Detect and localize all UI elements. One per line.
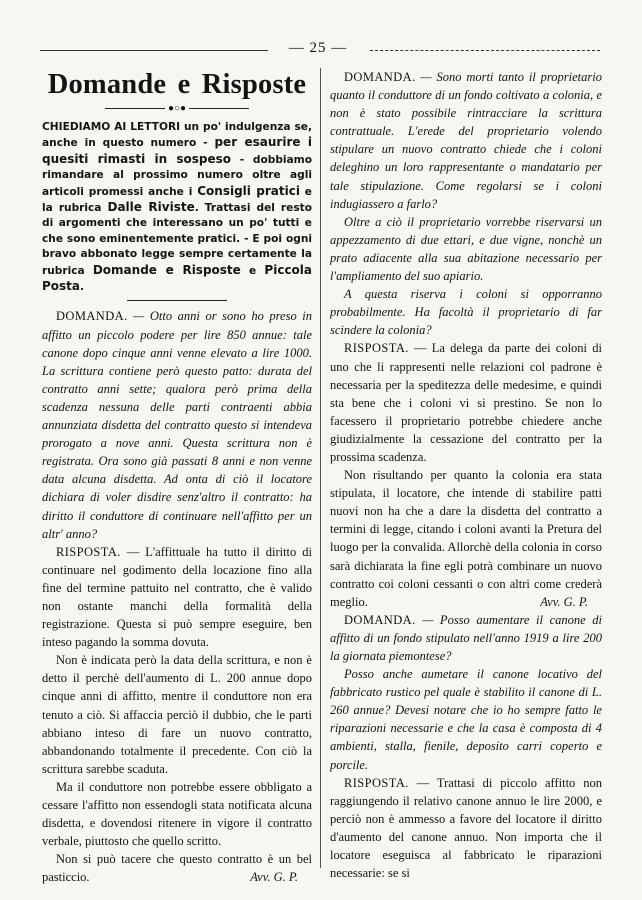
editorial-notice: CHIEDIAMO AI LETTORI un po' indulgenza se, anche in questo numero - per esaurire i quesiti rimasti in sospeso - dobbiamo rimandare al prossimo numero oltre agli articoli promessi anche i Consigli pratici e la rubrica Dalle Riviste. Trattasi del resto di argomenti che interessano un po' tutti e che sono eminentemente pratici. - E poi ogni bravo abbonato legge sempre certamente la rubrica Domande e Risposte e Piccola Posta. — [42, 121, 313, 294]
page-title: Domande e Risposte — [47, 69, 307, 100]
notice-rule — [127, 300, 227, 301]
answer-1-signature: Avv. G. P. — [250, 870, 298, 885]
header-rule-right — [370, 50, 600, 51]
title-ornament: ●○● — [42, 102, 312, 116]
question-2: DOMANDA. — Sono morti tanto il proprietario quanto il conduttore di un fondo coltivato a colonia, e non è stato possibile rintracciare la scrittura contrattuale. L'erede del proprietario volendo stipulare un nuovo contratto chiede che i coloni deleghino un loro rappresentante o mandatario per tale stipulazione. Come regolarsi se i coloni indugiassero a farlo? — [330, 70, 602, 211]
column-divider — [320, 68, 321, 868]
question-3-paragraph-2: Posso anche aumetare il canone locativo del fabbricato rustico pel quale è stabilito il canone di L. 260 annue? Devesi notare che io ho sempre fatto le riparazioni necessarie e che la casa è composta di 4 ambienti, stalla, fienile, deposito carri coperto e porcile. — [330, 667, 602, 772]
answer-2-signature: Avv. G. P. — [540, 594, 588, 609]
answer-1-paragraph-2: Non è indicata però la data della scrittura, e non è detto il perchè dell'aumento di L. 200 annue dopo cinque anni di affitto, mentre il conduttore non era tenuto a ciò. Si affaccia perciò il dubbio, che le parti abbiano inteso di fare un nuovo contratto, abbandonando totalmente il precedente. Con ciò la scrittura sarebbe scaduta. — [42, 653, 312, 776]
left-column — [42, 68, 312, 886]
page-number: — 25 — — [288, 40, 348, 56]
question-2-paragraph-3: A questa riserva i coloni si opporranno probabilmente. Ha facoltà il proprietario di far scindere la colonia? — [330, 287, 602, 338]
answer-3: RISPOSTA. — Trattasi di piccolo affitto non raggiungendo il relativo canone annuo le lire 2000, e perciò non è ammesso a favore del locatore il diritto d'aumento del canone annuo. Non importa che il locatore eseguisca al fabbricato le riparazioni necessarie: se si — [330, 775, 602, 881]
question-2-paragraph-2: Oltre a ciò il proprietario vorrebbe riservarsi un appezzamento di due ettari, e due vigne, nonchè un prato adiacente alla sua abitazione necessario per l'ampliamento del suo apiario. — [330, 214, 602, 284]
answer-2: RISPOSTA. — La delega da parte dei coloni di uno che li rappresenti nelle relazioni col padrone è necessaria per la speditezza delle medesime, e quindi sta bene che i coloni vi si prestino. Se non lo facessero il proprietario potrebbe chiedere anche giudizialmente la cessazione del contratto per la prossima scadenza. — [330, 341, 602, 464]
answer-1-paragraph-4: Non si può tacere che questo contratto è un bel pasticcio. Avv. G. P. — [42, 850, 312, 886]
answer-2-paragraph-2: Non risultando per quanto la colonia era stata stipulata, il locatore, che intende di stabilire patti nuovi non ha che a dare la disdetta del contratto a termini di legge, citando i coloni avanti la Pretura del luogo per la convalida. Allorchè della colonia in corso sarà dichiarata la fine egli potrà combinare un nuovo contratto coi coloni cessanti o con altri come crederà meglio. Avv. G. P. — [330, 466, 602, 611]
header-rule-left — [40, 50, 268, 51]
question-3: DOMANDA. — Posso aumentare il canone di affitto di un fondo stipulato nell'anno 1919 a lire 200 la giornata piemontese? — [330, 612, 602, 663]
answer-1-paragraph-3: Ma il conduttore non potrebbe essere obbligato a cessare l'affitto non essendogli stata notificata alcuna disdetta, e dovendosi ritenere in vigore il contratto verbale, piuttosto che quello scritto. — [42, 779, 312, 849]
right-column — [330, 68, 602, 882]
answer-1: RISPOSTA. — L'affittuale ha tutto il diritto di continuare nel godimento della locazione fino alla fine del termine pattuito nel contratto, che è valido non ostante manchi della formalità della registrazione. Questa si può sempre eseguire, ben inteso pagando la somma dovuta. — [42, 544, 312, 650]
question-1: DOMANDA. — Otto anni or sono ho preso in affitto un piccolo podere per lire 850 annue: tale canone dopo cinque anni venne elevato a lire 1000. La scrittura contiene però questo patto: durata del contratto anni sette; qualora però prima della scadenza nessuna delle parti contraenti abbia annunziata disdetta del contratto questo si intendeva prorogato a nove anni. Questa scrittura non è registrata. Ora sono già passati 8 anni e non venne data alcuna disdetta. Ad onta di ciò il locatore dichiara di voler disdire senz'altro il contratto: ha diritto il conduttore di continuare nell'affitto per un altr' anno? — [42, 309, 312, 541]
